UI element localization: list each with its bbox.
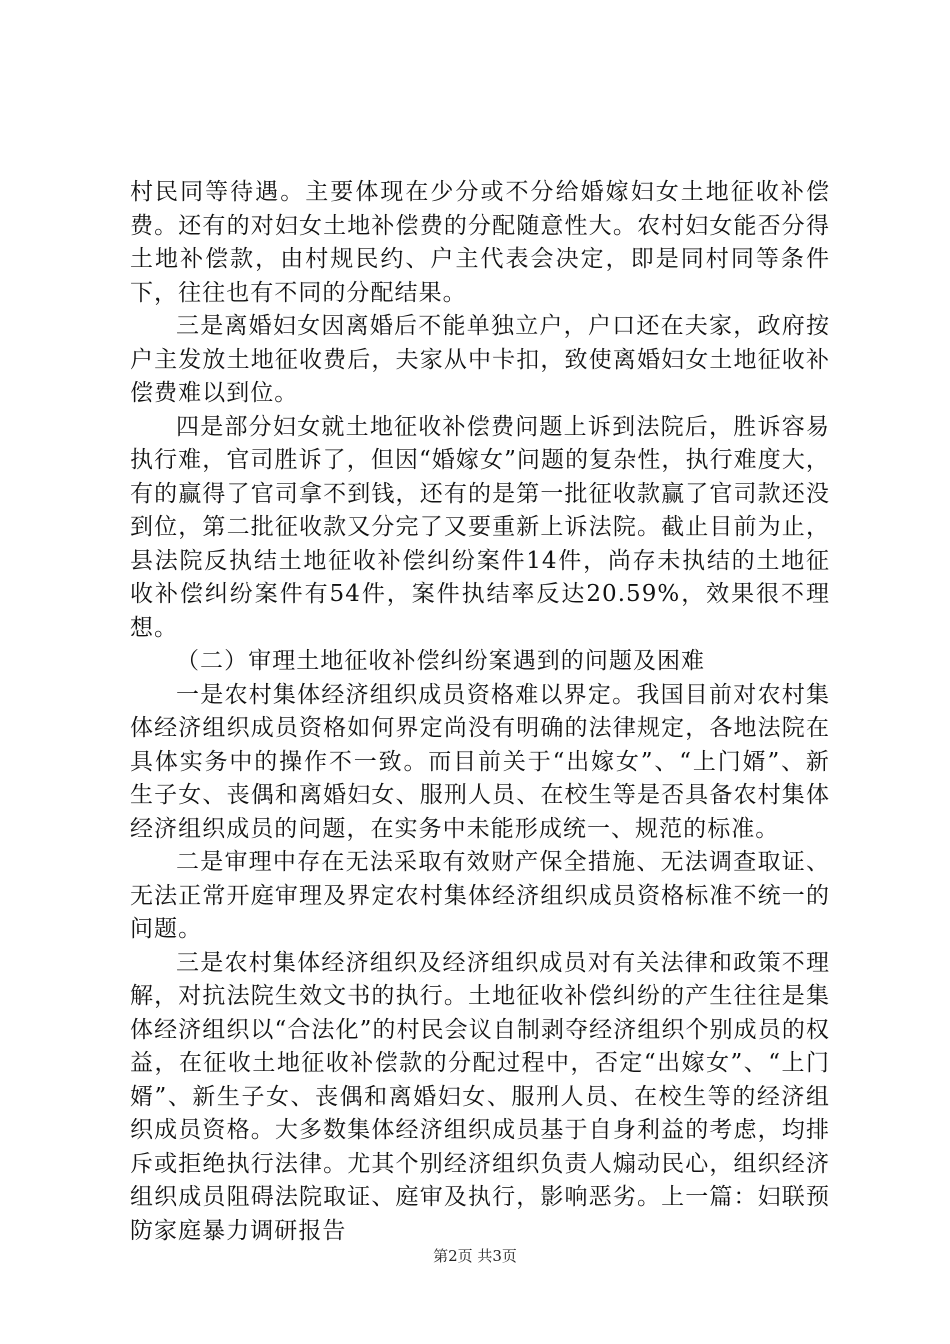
- page-number-footer: 第2页 共3页: [433, 1247, 517, 1265]
- section-heading: （二）审理土地征收补偿纠纷案遇到的问题及困难: [176, 648, 706, 674]
- paragraph-issue-one: 一是农村集体经济组织成员资格难以界定。我国目前对农村集体经济组织成员资格如何界定尚没有明确的法律规定，各地法院在具体实务中的操作不一致。而目前关于“出嫁女”、“上门婿”、新生子女、丧偶和离婚妇女、服刑人员、在校生等是否具备农村集体经济组织成员的问题，在实务中未能形成统一、规范的标准。: [130, 681, 830, 842]
- paragraph-point-four: 四是部分妇女就土地征收补偿费问题上诉到法院后，胜诉容易执行难，官司胜诉了，但因“婚嫁女”问题的复杂性，执行难度大，有的赢得了官司拿不到钱，还有的是第一批征收款赢了官司款还没到位，第二批征收款又分完了又要重新上诉法院。截止目前为止，县法院反执结土地征收补偿纠纷案件14件，尚存未执结的土地征收补偿纠纷案件有54件，案件执结率反达20.59%，效果很不理想。: [130, 413, 830, 641]
- document-body: [130, 176, 830, 1248]
- paragraph-issue-two: 二是审理中存在无法采取有效财产保全措施、无法调查取证、无法正常开庭审理及界定农村集体经济组织成员资格标准不统一的问题。: [130, 849, 830, 942]
- paragraph-issue-three: 三是农村集体经济组织及经济组织成员对有关法律和政策不理解，对抗法院生效文书的执行。土地征收补偿纠纷的产生往往是集体经济组织以“合法化”的村民会议自制剥夺经济组织个别成员的权益，在征收土地征收补偿款的分配过程中，否定“出嫁女”、“上门婿”、新生子女、丧偶和离婚妇女、服刑人员、在校生等的经济组织成员资格。大多数集体经济组织成员基于自身利益的考虑，均排斥或拒绝执行法律。尤其个别经济组织负责人煽动民心，组织经济组织成员阻碍法院取证、庭审及执行，影响恶劣。上一篇：妇联预防家庭暴力调研报告: [130, 949, 830, 1244]
- paragraph-continuation: 村民同等待遇。主要体现在少分或不分给婚嫁妇女土地征收补偿费。还有的对妇女土地补偿费的分配随意性大。农村妇女能否分得土地补偿款，由村规民约、户主代表会决定，即是同村同等条件下，往往也有不同的分配结果。: [130, 179, 830, 306]
- paragraph-point-three: 三是离婚妇女因离婚后不能单独立户，户口还在夫家，政府按户主发放土地征收费后，夫家从中卡扣，致使离婚妇女土地征收补偿费难以到位。: [130, 313, 830, 406]
